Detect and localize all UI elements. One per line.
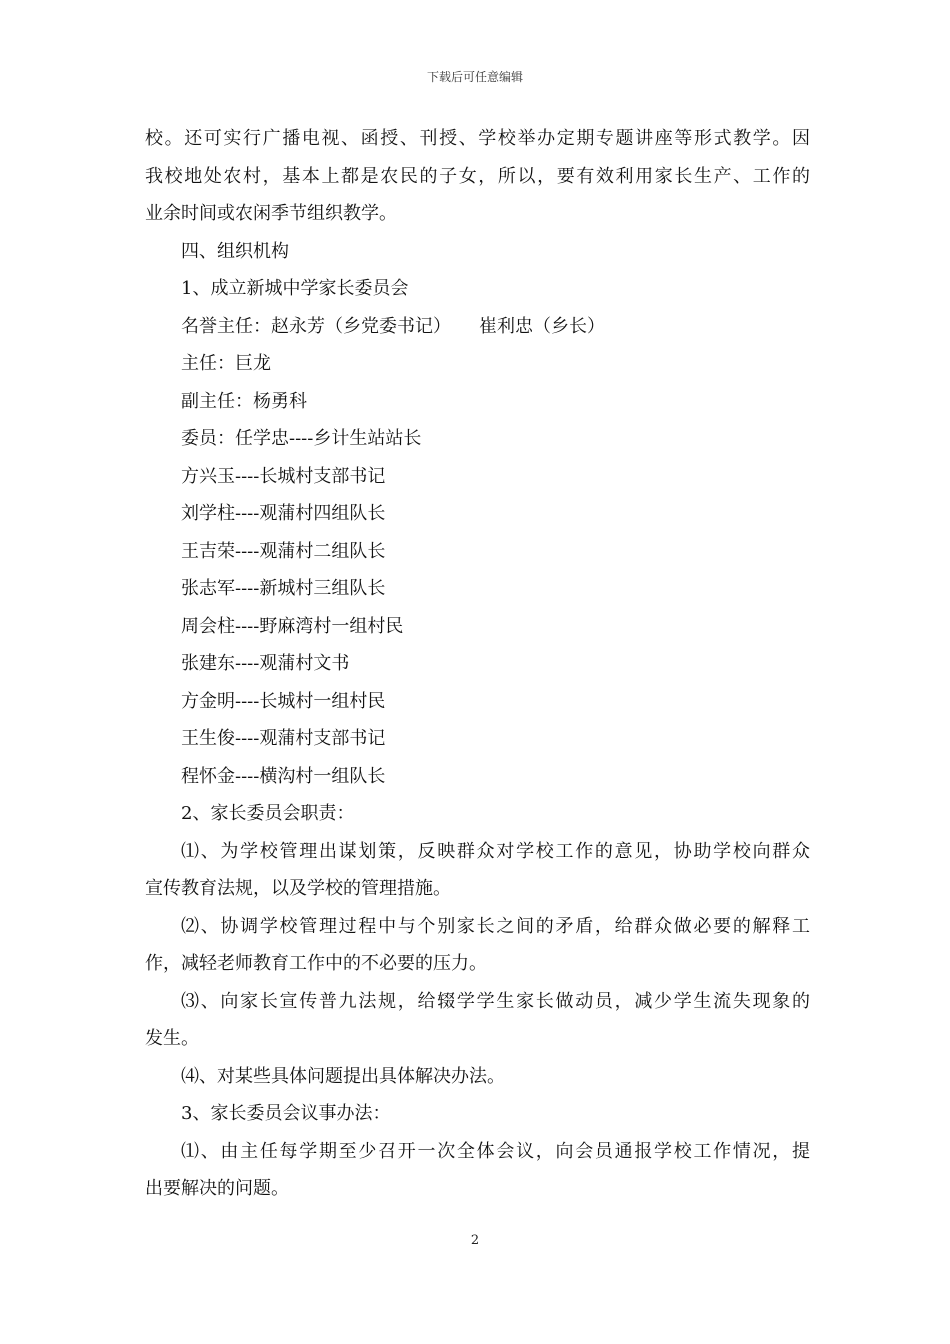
paragraph-line: 业余时间或农闲季节组织教学。 bbox=[145, 203, 397, 224]
paragraph-line: 发生。 bbox=[145, 1028, 199, 1049]
paragraph-line: ⑴、由主任每学期至少召开一次全体会议，向会员通报学校工作情况，提 bbox=[181, 1140, 810, 1162]
page-number: 2 bbox=[470, 1233, 480, 1248]
director-line: 主任：巨龙 bbox=[181, 353, 271, 374]
honorary-director-1: 名誉主任：赵永芳（乡党委书记） bbox=[181, 315, 451, 337]
subsection-heading: 3、家长委员会议事办法： bbox=[181, 1103, 391, 1124]
honorary-director-line bbox=[145, 308, 810, 346]
document-body bbox=[145, 120, 810, 1208]
paragraph-line: 宣传教育法规，以及学校的管理措施。 bbox=[145, 878, 451, 899]
member-line: 张建东----观蒲村文书 bbox=[181, 653, 350, 674]
paragraph-line: ⑶、向家长宣传普九法规，给辍学学生家长做动员，减少学生流失现象的 bbox=[181, 990, 810, 1012]
member-line: 周会柱----野麻湾村一组村民 bbox=[181, 615, 404, 637]
member-line: 方金明----长城村一组村民 bbox=[181, 690, 386, 712]
page-header: 下载后可任意编辑 bbox=[426, 70, 523, 84]
member-line: 程怀金----横沟村一组队长 bbox=[181, 765, 386, 787]
member-line: 刘学柱----观蒲村四组队长 bbox=[181, 503, 386, 524]
member-line: 王生俊----观蒲村支部书记 bbox=[181, 728, 386, 749]
paragraph-line: 作，减轻老师教育工作中的不必要的压力。 bbox=[145, 953, 487, 974]
subsection-heading: 2、家长委员会职责： bbox=[181, 803, 355, 824]
paragraph-line: ⑵、协调学校管理过程中与个别家长之间的矛盾，给群众做必要的解释工 bbox=[181, 915, 810, 937]
subsection-heading: 1、成立新城中学家长委员会 bbox=[181, 278, 409, 299]
member-line: 王吉荣----观蒲村二组队长 bbox=[181, 540, 386, 562]
paragraph-line: ⑴、为学校管理出谋划策，反映群众对学校工作的意见，协助学校向群众 bbox=[181, 840, 810, 862]
paragraph-line: 我校地处农村，基本上都是农民的子女，所以，要有效利用家长生产、工作的 bbox=[145, 165, 810, 187]
vice-director-line: 副主任：杨勇科 bbox=[181, 390, 307, 412]
honorary-director-2: 崔利忠（乡长） bbox=[479, 315, 605, 337]
paragraph-line: ⑷、对某些具体问题提出具体解决办法。 bbox=[181, 1065, 505, 1087]
section-heading: 四、组织机构 bbox=[181, 240, 289, 262]
member-line: 委员：任学忠----乡计生站站长 bbox=[181, 428, 422, 449]
paragraph-line: 校。还可实行广播电视、函授、刊授、学校举办定期专题讲座等形式教学。因 bbox=[145, 128, 810, 149]
member-line: 张志军----新城村三组队长 bbox=[181, 578, 386, 599]
paragraph-line: 出要解决的问题。 bbox=[145, 1178, 289, 1199]
member-line: 方兴玉----长城村支部书记 bbox=[181, 465, 386, 487]
